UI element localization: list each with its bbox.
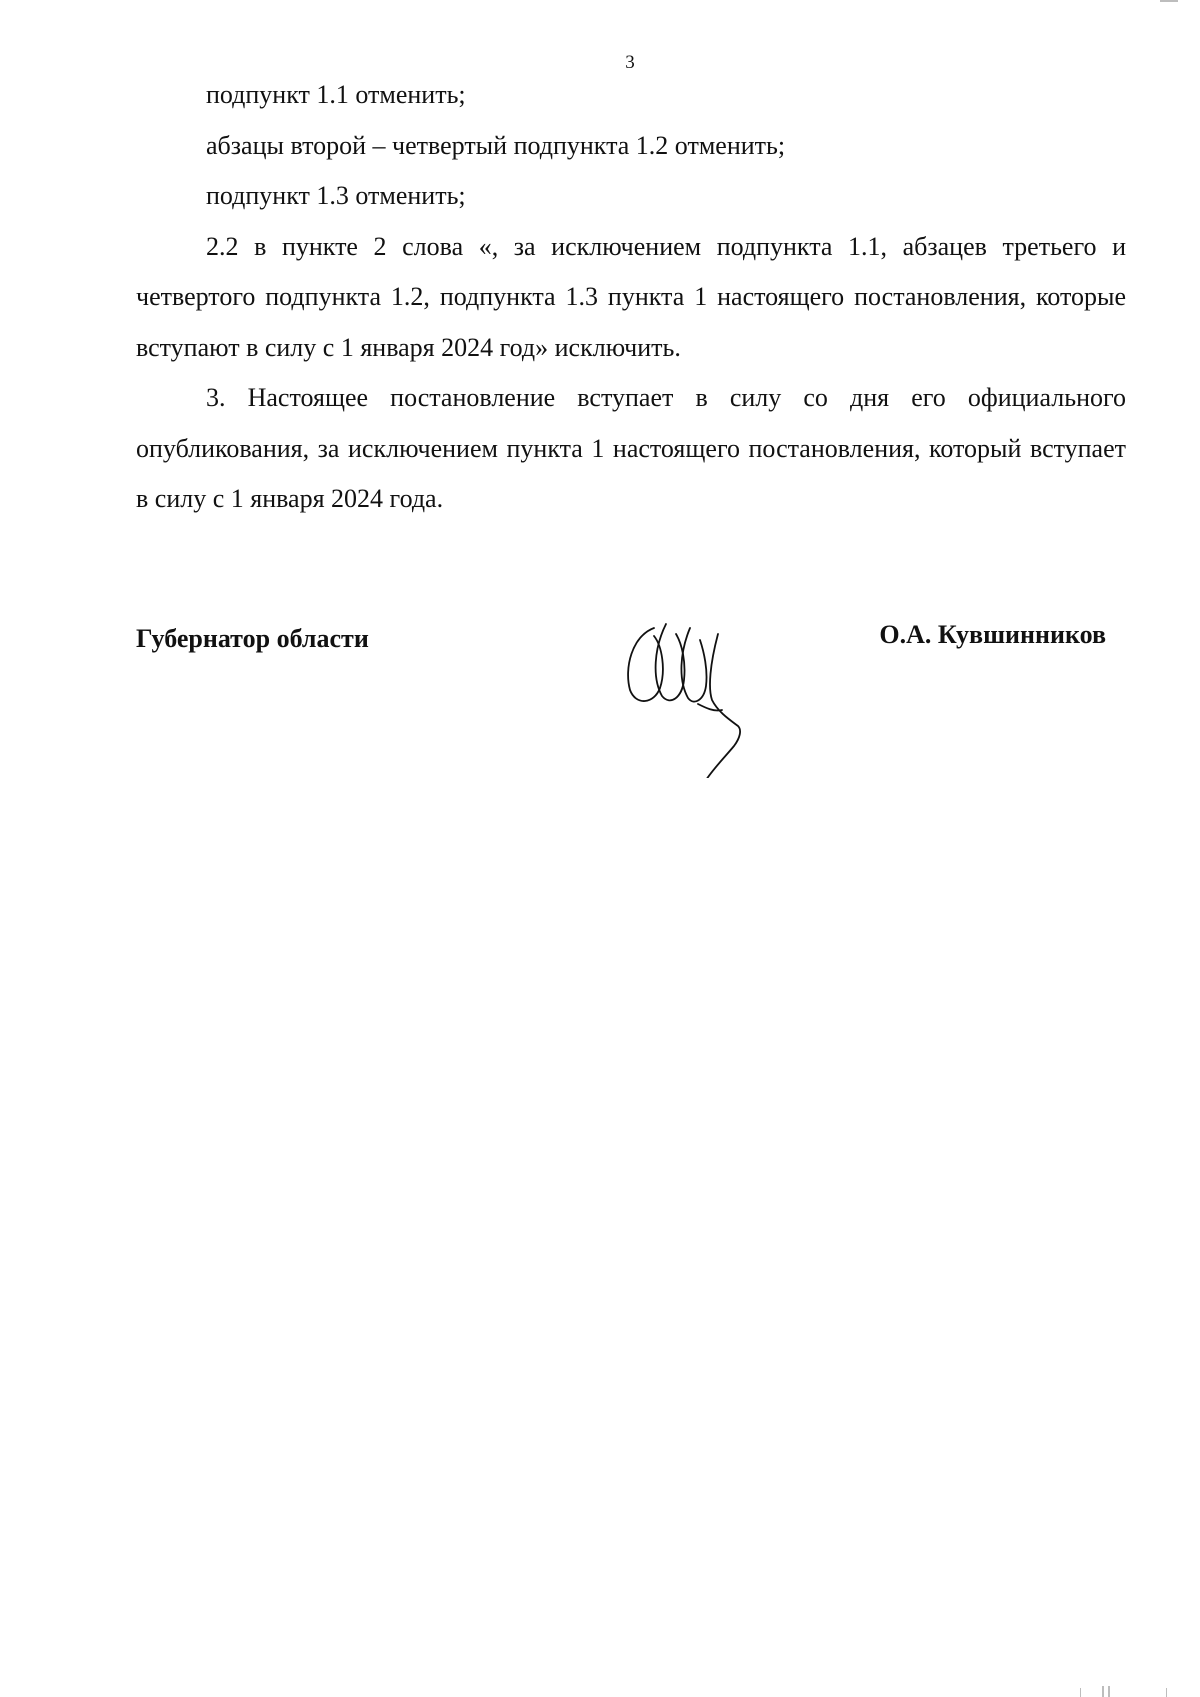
scan-mark-bottom-2	[1102, 1686, 1104, 1697]
signatory-name: О.А. Кувшинников	[879, 620, 1106, 649]
scan-mark-bottom-4	[1166, 1688, 1167, 1697]
document-body	[136, 70, 1126, 525]
paragraph-item-2-2: 2.2 в пункте 2 слова «, за исключением подпункта 1.1, абзацев третьего и четвертого подпункта 1.2, подпункта 1.3 пункта 1 настоящего постановления, которые вступают в силу с 1 января 2024 год» исключить.	[136, 231, 1126, 362]
scan-mark-bottom-3	[1108, 1686, 1110, 1697]
page-number: 3	[625, 52, 635, 73]
paragraph-subitem-1-2: абзацы второй – четвертый подпункта 1.2 отменить;	[206, 130, 786, 160]
scan-mark-top	[1160, 0, 1178, 2]
signature-block	[136, 620, 1126, 780]
paragraph-subitem-1-3: подпункт 1.3 отменить;	[206, 181, 466, 210]
signatory-position: Губернатор области	[136, 624, 369, 653]
paragraph-item-3: 3. Настоящее постановление вступает в силу со дня его официального опубликования, за исключением пункта 1 настоящего постановления, который вступает в силу с 1 января 2024 года.	[136, 383, 1126, 513]
paragraph-subitem-1-1: подпункт 1.1 отменить;	[206, 80, 466, 109]
scan-mark-bottom-1	[1080, 1688, 1081, 1697]
handwritten-signature	[614, 608, 754, 783]
